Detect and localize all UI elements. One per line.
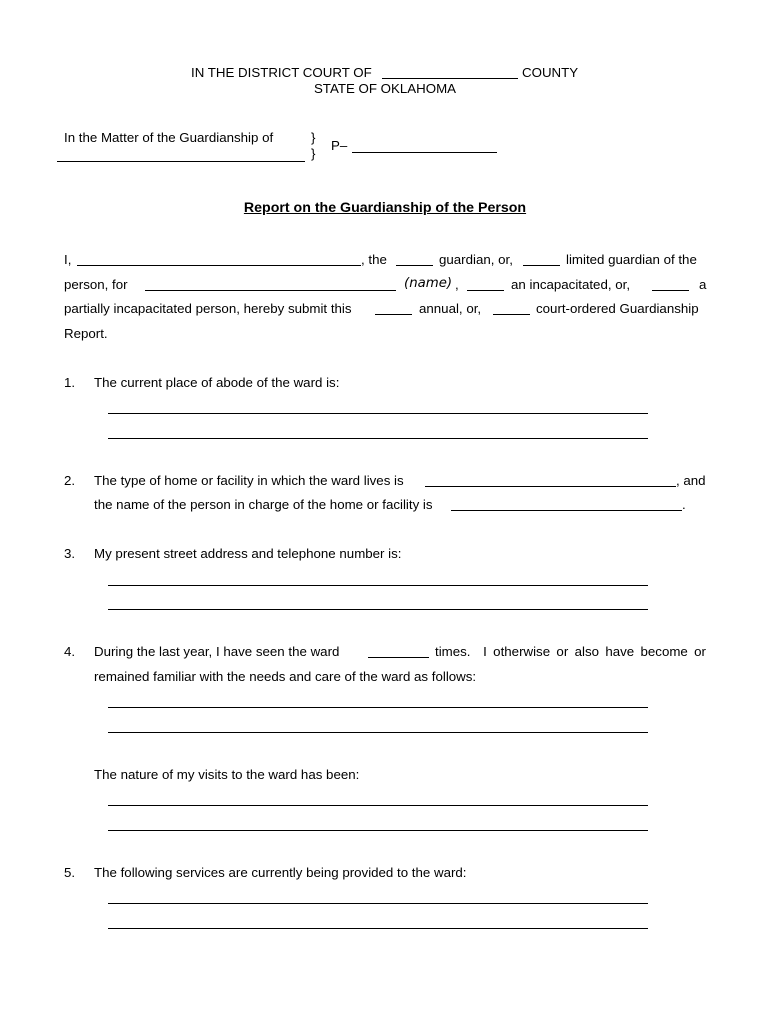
item-4-answer-line-1[interactable] — [108, 707, 648, 708]
annual-check-blank[interactable] — [375, 314, 412, 315]
intro-line4: Report. — [64, 326, 108, 341]
item-1-answer-line-2[interactable] — [108, 438, 648, 439]
state-line: STATE OF OKLAHOMA — [313, 81, 457, 96]
item-4-text-a-mid: times. I otherwise or also have become or — [435, 644, 706, 659]
page-title: Report on the Guardianship of the Person — [243, 200, 527, 216]
item-1-number: 1. — [64, 375, 76, 390]
item-3-answer-line-1[interactable] — [108, 585, 648, 586]
item-3-text: My present street address and telephone number is: — [94, 546, 402, 561]
brace-top: } — [311, 130, 316, 145]
brace-bottom: } — [311, 146, 316, 161]
item-5-number: 5. — [64, 865, 76, 880]
partially-check-blank[interactable] — [652, 290, 689, 291]
item-4-answer-line-2[interactable] — [108, 732, 648, 733]
intro-incapacitated: an incapacitated, or, — [511, 277, 631, 292]
intro-a: a — [699, 277, 707, 292]
item-4-number: 4. — [64, 644, 76, 659]
item-2-text-a: The type of home or facility in which the ward lives is — [94, 473, 404, 488]
intro-annual: annual, or, — [419, 301, 482, 316]
item-1-text: The current place of abode of the ward is: — [94, 375, 340, 390]
item-4-sub-answer-line-1[interactable] — [108, 805, 648, 806]
item-5-answer-line-2[interactable] — [108, 928, 648, 929]
item-2-text-b: the name of the person in charge of the home or facility is — [94, 497, 433, 512]
guardian-check-blank[interactable] — [396, 265, 433, 266]
intro-i: I, — [64, 252, 72, 267]
intro-line3: partially incapacitated person, hereby submit this — [64, 301, 352, 316]
incapacitated-check-blank[interactable] — [467, 290, 504, 291]
person-in-charge-blank[interactable] — [451, 510, 682, 511]
limited-guardian-check-blank[interactable] — [523, 265, 560, 266]
item-1-answer-line-1[interactable] — [108, 413, 648, 414]
intro-the: , the — [361, 252, 387, 267]
visit-count-blank[interactable] — [368, 657, 429, 658]
intro-person-for: person, for — [64, 277, 128, 292]
item-4-sub-answer-line-2[interactable] — [108, 830, 648, 831]
court-ordered-check-blank[interactable] — [493, 314, 530, 315]
county-blank[interactable] — [382, 78, 518, 79]
case-number-blank[interactable] — [352, 152, 497, 153]
intro-court-ordered: court-ordered Guardianship — [536, 301, 699, 316]
item-2-text-a-end: , and — [676, 473, 706, 488]
ward-name-blank[interactable] — [57, 161, 305, 162]
item-3-number: 3. — [64, 546, 76, 561]
item-4-text-a: During the last year, I have seen the ward — [94, 644, 340, 659]
item-2-text-b-end: . — [682, 497, 686, 512]
court-suffix: COUNTY — [522, 65, 579, 80]
name-hint: (name) — [404, 276, 453, 291]
intro-guardian-or: guardian, or, — [439, 252, 513, 267]
item-3-answer-line-2[interactable] — [108, 609, 648, 610]
item-5-text: The following services are currently being provided to the ward: — [94, 865, 467, 880]
matter-label: In the Matter of the Guardianship of — [64, 130, 274, 145]
intro-comma: , — [455, 277, 459, 292]
item-4-text-b: remained familiar with the needs and care of the ward as follows: — [94, 669, 477, 684]
court-prefix: IN THE DISTRICT COURT OF — [191, 65, 372, 80]
item-5-answer-line-1[interactable] — [108, 903, 648, 904]
facility-type-blank[interactable] — [425, 486, 676, 487]
intro-limited: limited guardian of the — [566, 252, 697, 267]
item-2-number: 2. — [64, 473, 76, 488]
guardian-name-blank[interactable] — [77, 265, 361, 266]
case-prefix: P– — [331, 138, 348, 153]
item-4-sub-text: The nature of my visits to the ward has been: — [94, 767, 360, 782]
ward-name-intro-blank[interactable] — [145, 290, 396, 291]
